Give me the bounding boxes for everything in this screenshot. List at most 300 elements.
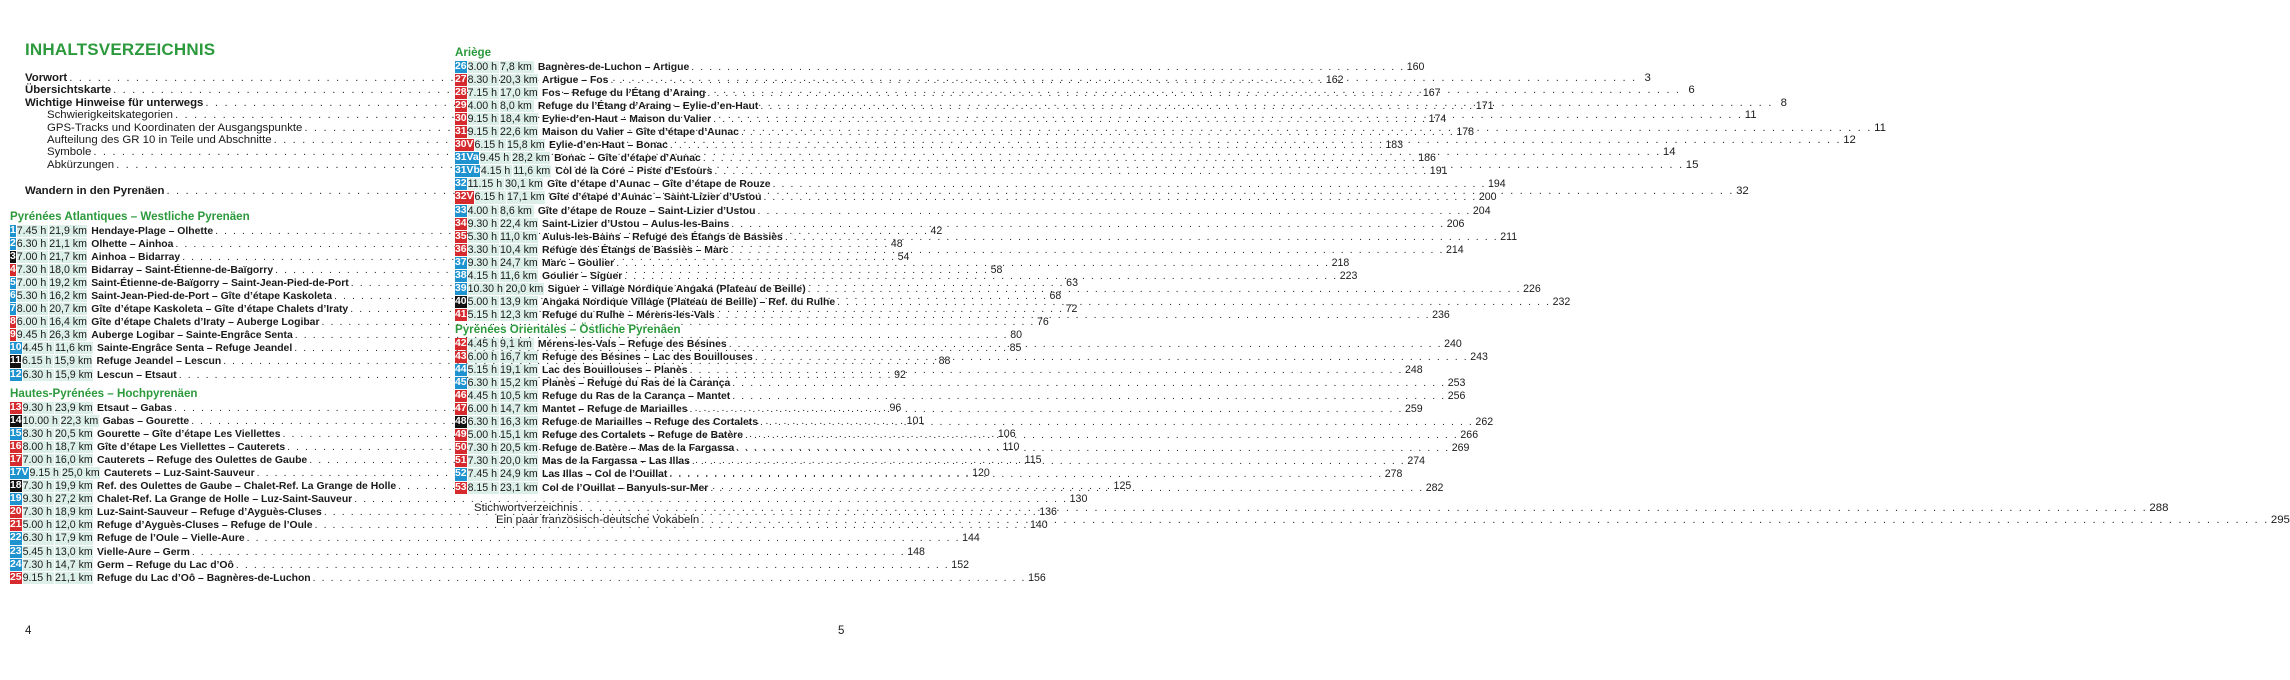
stage-duration: 4.45 h	[22, 342, 53, 355]
stage-route: Siguer – Village Nordique Angaka (Plateau de Beille)	[547, 284, 806, 296]
stage-number-badge: 31Va	[455, 152, 479, 164]
stage-route: Refuge d’Ayguès-Cluses – Refuge de l’Oule	[97, 520, 313, 532]
stage-number-badge: 38	[455, 270, 467, 281]
stage-number-badge: 41	[455, 309, 467, 321]
stage-route: Col de la Core – Piste d’Estours	[555, 166, 713, 178]
stage-page: 92	[894, 368, 906, 381]
leader-dots	[757, 206, 1470, 217]
stage-distance: 28,2 km	[512, 152, 550, 165]
stage-route-line	[542, 87, 1440, 99]
stage-route-line	[554, 152, 1436, 164]
stage-number-badge: 17V	[10, 466, 29, 478]
stage-duration: 5.30 h	[467, 230, 498, 243]
stage-route-line	[542, 126, 1474, 138]
stage-page: 243	[1470, 350, 1488, 363]
toc-entry-page: 11	[1744, 109, 1757, 122]
stage-row[interactable]	[455, 165, 1448, 178]
stage-number-badge: 37	[455, 256, 467, 268]
stage-route: Bidarray – Saint-Étienne-de-Baïgorry	[91, 264, 274, 276]
stage-route-line	[542, 74, 1344, 86]
stage-distance: 8,0 km	[500, 99, 532, 112]
stage-number-badge: 8	[10, 316, 16, 328]
stage-route: Aulus-les-Bains – Refuge des Étangs de Bassiès	[542, 231, 783, 243]
stage-number-badge: 36	[455, 243, 467, 255]
stage-number-badge: 44	[455, 363, 467, 375]
section-title: Hautes-Pyrénées – Hochpyrenäen	[10, 387, 198, 400]
stage-route: Chalet-Ref. La Grange de Holle – Luz-Saint-Sauveur	[97, 494, 353, 506]
stage-duration: 6.15 h	[474, 139, 504, 152]
stage-route: Germ – Refuge du Lac d’Oô	[97, 559, 234, 571]
toc-entry-title: Vorwort	[25, 72, 68, 84]
stage-route-line	[542, 468, 1402, 480]
stage-distance: 15,2 km	[500, 376, 538, 389]
stage-row[interactable]	[455, 217, 1465, 230]
stage-duration: 9.15 h	[29, 466, 59, 479]
stage-page: 160	[1406, 60, 1425, 73]
stage-row[interactable]	[455, 112, 1447, 125]
stage-duration: 6.00 h	[16, 316, 47, 329]
stage-number-badge: 49	[455, 429, 467, 441]
stage-row[interactable]	[10, 532, 980, 545]
stage-row[interactable]	[455, 376, 1466, 389]
stage-route-line	[542, 296, 1570, 308]
leader-dots	[707, 88, 1420, 99]
stage-distance: 25,0 km	[61, 466, 100, 479]
stage-distance: 30,1 km	[505, 178, 543, 191]
stage-route-line	[548, 283, 1541, 295]
stage-distance: 20,5 km	[55, 427, 93, 440]
stage-number-badge: 3	[10, 250, 16, 262]
stage-page: 101	[906, 414, 925, 427]
section-title: Pyrénées Atlantiques – Westliche Pyrenäen	[10, 210, 250, 223]
stage-distance: 18,4 km	[500, 112, 538, 125]
toc-entry-page: 15	[1685, 158, 1699, 171]
stage-route: Olhette – Ainhoa	[91, 238, 174, 250]
stage-row[interactable]	[455, 178, 1506, 191]
stage-page: 120	[972, 467, 990, 480]
stage-row[interactable]	[455, 99, 1494, 112]
stage-page: 274	[1407, 455, 1425, 468]
leader-dots	[610, 75, 1323, 86]
stage-route-line	[542, 429, 1478, 441]
toc-entry-title: Wichtige Hinweise für unterwegs	[25, 96, 204, 109]
leader-dots	[690, 401, 1403, 415]
toc-entry-title: Aufteilung des GR 10 in Teile und Abschnitte	[47, 133, 272, 146]
stage-distance: 19,9 km	[55, 480, 93, 493]
stage-distance: 22,3 km	[60, 414, 99, 427]
stage-route: Refuge Jeandel – Lescun	[96, 356, 222, 368]
section-title: Ariège	[455, 46, 492, 59]
toc-entry-title: Schwierigkeitskategorien	[47, 109, 173, 122]
stage-route: Etsaut – Gabas	[97, 402, 173, 414]
leader-dots	[760, 101, 1473, 112]
stage-duration: 8.00 h	[16, 303, 47, 316]
leader-dots	[773, 179, 1486, 190]
toc-entry-title: Abkürzungen	[47, 158, 115, 171]
stage-number-badge: 14	[10, 414, 22, 426]
stage-page: 266	[1460, 429, 1479, 442]
stage-duration: 5.00 h	[467, 296, 498, 309]
stage-number-badge: 29	[455, 99, 467, 111]
stage-page: 110	[1002, 440, 1020, 453]
stage-number-badge: 42	[455, 337, 467, 349]
stage-page: 269	[1451, 442, 1470, 455]
stage-row[interactable]	[455, 389, 1466, 402]
stage-page: 232	[1552, 296, 1571, 309]
stage-page: 183	[1385, 139, 1404, 152]
stage-route: Gabas – Gourette	[102, 415, 190, 427]
stage-route: Sainte-Engrâce Senta – Refuge Jeandel	[97, 343, 293, 355]
stage-route: Refuge de l’Oule – Vielle-Aure	[97, 533, 245, 545]
stage-duration: 6.30 h	[22, 368, 53, 381]
stage-duration: 5.15 h	[467, 309, 498, 322]
stage-number-badge: 4	[10, 263, 16, 275]
stage-row[interactable]	[455, 86, 1441, 99]
stage-page: 256	[1447, 389, 1466, 402]
stage-page: 106	[997, 427, 1016, 440]
stage-distance: 17,0 km	[500, 86, 538, 99]
stage-page: 42	[930, 224, 943, 237]
leader-dots	[808, 284, 1521, 295]
stage-duration: 7.30 h	[22, 480, 53, 493]
stage-route: Planès – Refuge du Ras de la Carança	[542, 377, 731, 389]
stage-distance: 10,4 km	[500, 243, 538, 256]
leader-dots	[701, 514, 2269, 526]
stage-distance: 19,1 km	[500, 363, 538, 376]
stage-page: 96	[889, 401, 902, 414]
stage-route-line	[542, 390, 1465, 402]
stage-number-badge: 31Vb	[455, 165, 480, 177]
stage-distance: 12,3 km	[500, 309, 538, 322]
stage-duration: 9.30 h	[22, 401, 53, 414]
stage-route-line	[542, 364, 1423, 376]
stage-page: 200	[1478, 191, 1497, 204]
stage-number-badge: 51	[455, 455, 467, 467]
stage-page: 156	[1028, 571, 1046, 584]
stage-row[interactable]	[455, 60, 1425, 73]
stage-duration: 4.00 h	[467, 99, 498, 112]
stage-duration: 9.15 h	[22, 571, 53, 584]
stage-route: Maison du Valier – Gîte d’étape d’Aunac	[542, 127, 739, 139]
stage-route-line	[542, 231, 1517, 243]
stage-duration: 9.30 h	[467, 217, 498, 230]
stage-distance: 20,0 km	[505, 283, 544, 296]
stage-distance: 22,4 km	[500, 217, 538, 230]
stage-route: Saint-Lizier d’Ustou – Aulus-les-Bains	[542, 218, 730, 230]
stage-distance: 24,7 km	[500, 256, 538, 269]
stage-distance: 8,6 km	[500, 204, 532, 217]
leader-dots	[616, 258, 1329, 269]
stage-page: 186	[1418, 152, 1436, 165]
stage-route: Refuge des Cortalets – Refuge de Batère	[542, 430, 743, 442]
stage-route-line	[542, 244, 1464, 256]
leader-dots	[710, 483, 1423, 494]
toc-entry-title: Ein paar französisch-deutsche Vokabeln	[496, 514, 700, 527]
stage-distance: 20,3 km	[500, 73, 538, 86]
stage-duration: 9.15 h	[467, 125, 498, 138]
leader-dots	[763, 192, 1476, 203]
stage-distance: 13,0 km	[55, 545, 93, 558]
leader-dots	[624, 271, 1337, 282]
stage-duration: 10.30 h	[467, 283, 503, 296]
stage-page: 148	[907, 545, 925, 558]
leader-dots	[670, 140, 1383, 151]
stage-route-line	[542, 351, 1488, 363]
toc-entry-page: 11	[1874, 121, 1886, 134]
stage-route: Bagnères-de-Luchon – Artigue	[537, 61, 690, 73]
stage-number-badge: 48	[455, 416, 467, 428]
stage-number-badge: 39	[455, 283, 467, 295]
stage-page: 174	[1428, 112, 1447, 125]
stage-row[interactable]	[455, 283, 1541, 296]
stage-page: 63	[1066, 276, 1078, 289]
stage-route: Vielle-Aure – Germ	[97, 546, 190, 558]
stage-distance: 23,1 km	[500, 481, 538, 494]
leader-dots	[755, 352, 1468, 363]
stage-distance: 26,3 km	[49, 329, 87, 342]
stage-distance: 16,0 km	[55, 453, 93, 466]
stage-route: Gîte d’étape Les Viellettes – Cauterets	[97, 441, 286, 453]
stage-distance: 11,6 km	[500, 270, 537, 282]
toc-entry-page: 14	[1662, 146, 1676, 159]
leader-dots	[580, 502, 2148, 514]
stage-page: 54	[897, 250, 910, 263]
stage-number-badge: 16	[10, 440, 22, 452]
stage-duration: 9.30 h	[467, 256, 498, 269]
stage-distance: 9,1 km	[500, 337, 532, 350]
stage-route-line	[542, 257, 1349, 269]
stage-number-badge: 18	[10, 480, 22, 492]
stage-route: Ref. des Oulettes de Gaube – Chalet-Ref. La Grange de Holle	[97, 481, 397, 493]
stage-row[interactable]	[455, 204, 1491, 217]
stage-route: Saint-Jean-Pied-de-Port – Gîte d’étape Kaskoleta	[91, 291, 333, 303]
stage-page: 206	[1446, 217, 1465, 230]
stage-route: Gîte d’étape Chalets d’Iraty – Auberge Logibar	[91, 317, 320, 329]
stage-distance: 15,8 km	[506, 139, 545, 152]
stage-page: 178	[1456, 126, 1475, 139]
stage-page: 218	[1331, 256, 1350, 269]
stage-duration: 7.30 h	[16, 263, 47, 276]
stage-page: 136	[1039, 506, 1057, 519]
stage-row[interactable]	[10, 545, 925, 558]
stage-route-line	[538, 61, 1425, 73]
stage-distance: 23,9 km	[55, 401, 93, 414]
stage-number-badge: 17	[10, 453, 22, 465]
stage-duration: 9.15 h	[467, 112, 498, 125]
stage-distance: 14,7 km	[55, 558, 93, 571]
leader-dots	[741, 127, 1454, 138]
leader-dots	[692, 453, 1405, 467]
stage-page: 262	[1475, 416, 1494, 429]
stage-row[interactable]	[455, 152, 1436, 165]
stage-route-line	[542, 442, 1469, 454]
stage-route: Lescun – Etsaut	[97, 369, 177, 381]
stage-distance: 10,5 km	[500, 389, 538, 402]
stage-duration: 5.00 h	[22, 519, 53, 532]
stage-route: Refuge des Étangs de Bassiès – Marc	[542, 244, 729, 256]
stage-distance: 13,9 km	[500, 296, 538, 309]
stage-route: Refuge des Bésines – Lac des Bouillouses	[542, 351, 753, 363]
stage-distance: 18,9 km	[55, 506, 93, 519]
stage-number-badge: 30V	[455, 139, 474, 151]
toc-entry-title: Symbole	[47, 146, 92, 159]
stage-page: 72	[1065, 303, 1078, 316]
stage-route: Goulier – Siguer	[542, 271, 623, 283]
leader-dots	[669, 469, 1382, 480]
stage-distance: 21,1 km	[55, 571, 93, 584]
stage-duration: 6.15 h	[21, 355, 52, 368]
stage-distance: 21,7 km	[49, 250, 87, 263]
stage-route: Angaka Nordique Village (Plateau de Beille) – Ref. du Rulhe	[542, 297, 836, 309]
stage-route-line	[538, 100, 1494, 112]
stage-route: Refuge du Rulhe – Mérens-les-Vals	[542, 310, 715, 322]
stage-row[interactable]	[10, 558, 969, 571]
toc-entry-page: 288	[2149, 502, 2169, 514]
stage-distance: 17,9 km	[55, 532, 93, 545]
stage-page: 144	[962, 532, 980, 545]
leader-dots	[731, 245, 1444, 256]
stage-row[interactable]	[455, 125, 1475, 139]
stage-route: Marc – Goulier	[542, 257, 615, 269]
stage-number-badge: 2	[10, 237, 16, 249]
stage-page: 68	[1049, 290, 1062, 303]
stage-route-line	[542, 455, 1425, 467]
stage-route: Artigue – Fos	[542, 74, 609, 86]
stage-distance: 19,2 km	[49, 276, 87, 289]
leader-dots	[760, 414, 1473, 428]
stage-page: 88	[938, 355, 951, 368]
stage-number-badge: 1	[10, 224, 16, 236]
stage-duration: 5.00 h	[467, 429, 498, 442]
stage-duration: 7.15 h	[467, 86, 498, 99]
stage-row[interactable]	[455, 191, 1497, 204]
stage-duration: 5.15 h	[467, 363, 498, 376]
stage-duration: 7.30 h	[22, 506, 53, 519]
leader-dots	[785, 232, 1498, 243]
stage-duration: 4.15 h	[467, 270, 498, 282]
stage-number-badge: 20	[10, 506, 22, 518]
stage-duration: 4.00 h	[467, 204, 498, 217]
stage-page: 191	[1429, 165, 1448, 178]
stage-row[interactable]	[10, 571, 1046, 584]
stage-duration: 6.30 h	[16, 237, 47, 250]
stage-number-badge: 32	[455, 178, 467, 190]
stage-row[interactable]	[10, 493, 1088, 506]
stage-route: Gîte d’étape d’Aunac – Gîte d’étape de Rouze	[547, 179, 771, 191]
stage-row[interactable]	[455, 139, 1404, 152]
stage-number-badge: 6	[10, 289, 16, 301]
stage-page: 253	[1447, 376, 1466, 389]
leader-dots	[732, 391, 1445, 402]
stage-distance: 20,0 km	[500, 455, 538, 468]
leader-dots	[691, 62, 1404, 73]
stage-number-badge: 15	[10, 427, 22, 439]
stage-duration: 7.30 h	[467, 455, 498, 468]
toc-entry-title: Stichwortverzeichnis	[474, 502, 578, 514]
stage-route-line	[542, 309, 1450, 321]
stage-number-badge: 34	[455, 217, 467, 229]
stage-duration: 7.00 h	[16, 250, 47, 263]
stage-route: Refuge du l’Étang d’Araing – Eylie-d’en-Haut	[537, 100, 759, 112]
stage-page: 278	[1384, 468, 1403, 481]
leader-dots	[713, 114, 1426, 125]
stage-duration: 5.45 h	[22, 545, 53, 558]
stage-duration: 6.00 h	[467, 350, 498, 363]
stage-route: Hendaye-Plage – Olhette	[91, 225, 214, 237]
toc-entry-page: 12	[1843, 133, 1856, 146]
stage-page: 58	[990, 263, 1003, 276]
stage-route: Ainhoa – Bidarray	[91, 251, 181, 263]
stage-page: 140	[1030, 519, 1048, 532]
leader-dots	[717, 310, 1430, 321]
stage-number-badge: 27	[455, 73, 467, 85]
stage-distance: 17,1 km	[506, 191, 545, 204]
stage-route: Luz-Saint-Sauveur – Refuge d’Ayguès-Cluses	[97, 507, 322, 519]
leader-dots	[714, 166, 1427, 177]
leader-dots	[732, 378, 1445, 389]
stage-duration: 9.45 h	[479, 152, 510, 165]
stage-page: 259	[1404, 403, 1423, 416]
stage-page: 211	[1500, 230, 1518, 243]
stage-page: 125	[1113, 480, 1132, 493]
stage-route: Gîte d’étape Kaskoleta – Gîte d’étape Chalets d’Iraty	[91, 304, 349, 316]
stage-number-badge: 7	[10, 303, 16, 315]
stage-page: 226	[1523, 283, 1541, 296]
stage-route: Cauterets – Luz-Saint-Sauveur	[103, 468, 255, 480]
leader-dots	[736, 440, 1449, 454]
stage-number-badge: 43	[455, 350, 467, 362]
stage-duration: 6.30 h	[467, 376, 498, 389]
stage-number-badge: 12	[10, 368, 22, 380]
stage-row[interactable]	[455, 73, 1344, 86]
stage-route-line	[542, 270, 1357, 282]
stage-duration: 11.15 h	[467, 178, 503, 191]
stage-distance: 11,6 km	[55, 342, 92, 355]
stage-duration: 7.30 h	[467, 442, 498, 455]
toc-entry-page: 6	[1688, 84, 1695, 97]
stage-duration: 6.00 h	[467, 402, 498, 415]
stage-distance: 21,1 km	[49, 237, 87, 250]
stage-page: 130	[1069, 493, 1088, 506]
stage-route: Gîte d’étape de Rouze – Saint-Lizier d’Ustou	[537, 205, 756, 217]
stage-route-line	[549, 139, 1403, 151]
stage-number-badge: 31	[455, 125, 467, 137]
stage-page: 85	[1009, 342, 1022, 355]
stage-route: Refuge du Ras de la Carança – Mantet	[542, 390, 731, 402]
stage-page: 152	[951, 558, 969, 571]
stage-number-badge: 40	[455, 296, 467, 308]
stage-distance: 11,0 km	[500, 230, 537, 243]
page-number-left: 4	[25, 625, 32, 637]
stage-number-badge: 24	[10, 558, 22, 570]
stage-route-line	[542, 377, 1465, 389]
stage-distance: 15,1 km	[500, 429, 538, 442]
stage-page: 167	[1422, 86, 1441, 99]
stage-duration: 3.30 h	[467, 243, 498, 256]
stage-number-badge: 33	[455, 204, 467, 216]
stage-duration: 8.30 h	[467, 73, 498, 86]
stage-page: 80	[1010, 329, 1022, 342]
stage-route: Mérens-les-Vals – Refuge des Bésines	[537, 338, 727, 350]
stage-route: Fos – Refuge du l’Étang d’Araing	[542, 87, 706, 99]
stage-route-line	[547, 178, 1506, 190]
stage-duration: 9.45 h	[16, 329, 47, 342]
stage-distance: 18,7 km	[55, 440, 93, 453]
stage-distance: 16,3 km	[500, 416, 538, 429]
stage-number-badge: 46	[455, 389, 467, 401]
stage-route: Saint-Étienne-de-Baïgorry – Saint-Jean-Pied-de-Port	[91, 277, 349, 289]
stage-number-badge: 11	[10, 355, 21, 367]
